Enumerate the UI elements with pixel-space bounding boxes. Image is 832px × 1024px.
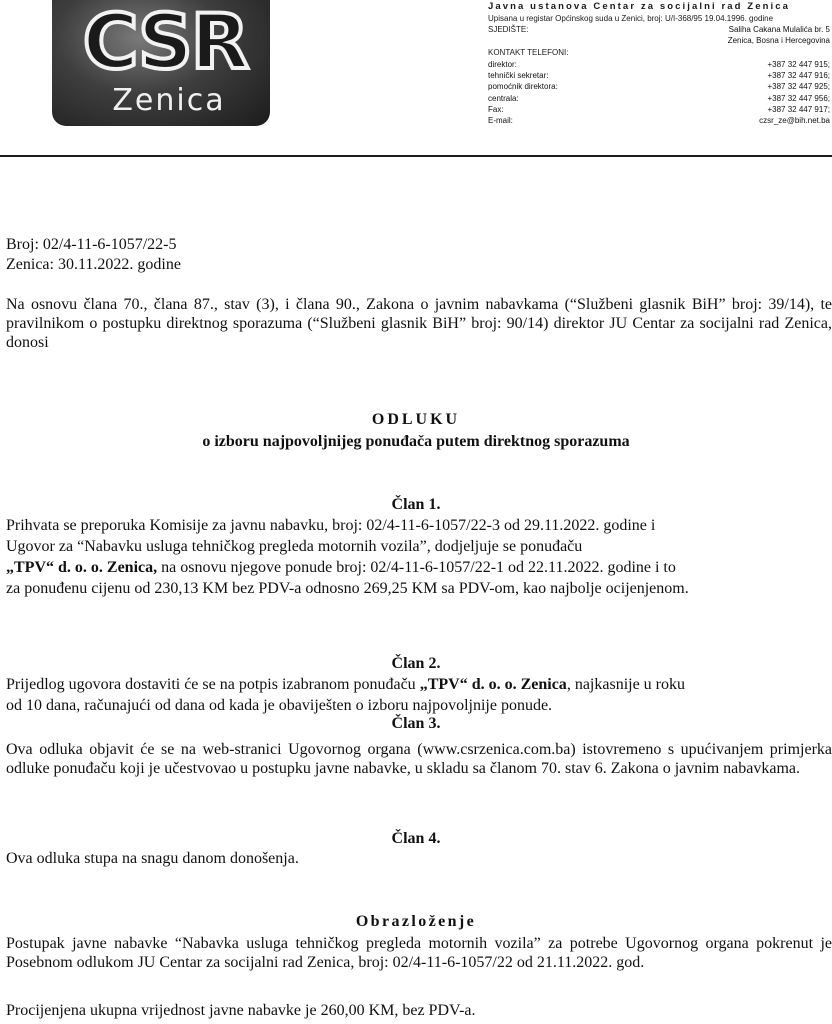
seat-city: Zenica, Bosna i Hercegovina xyxy=(727,36,830,45)
contact-value: +387 32 447 915; xyxy=(767,60,830,69)
decision-subtitle: o izboru najpovoljnijeg ponuđača putem direktnog sporazuma xyxy=(202,433,630,450)
contact-list xyxy=(488,60,830,127)
document-number: Broj: 02/4-11-6-1057/22-5 xyxy=(6,236,177,253)
article-1-heading: Član 1. xyxy=(391,496,441,513)
contact-label: E-mail: xyxy=(488,115,513,125)
article-2-text-before: Prijedlog ugovora dostaviti će se na potpis izabranom ponuđaču xyxy=(6,676,416,693)
preamble: Na osnovu člana 70., člana 87., stav (3), i člana 90., Zakona o javnim nabavkama (“Službeni glasnik BiH” broj: 39/14), te pravilnikom o postupku direktnog sporazuma (“Službeni glasnik BiH” broj: 90/14) direktor JU Centar za socijalni rad Zenica, donosi xyxy=(6,296,832,351)
selected-bidder: „TPV“ d. o. o. Zenica xyxy=(419,676,567,693)
place-date: Zenica: 30.11.2022. godine xyxy=(6,256,181,273)
reasoning-title: Obrazloženje xyxy=(355,913,477,930)
article-3-heading: Član 3. xyxy=(391,715,441,732)
institution-name: Javna ustanova Centar za socijalni rad Zenica xyxy=(488,1,790,12)
contact-row xyxy=(488,105,830,116)
article-1-line: za ponuđenu cijenu od 230,13 KM bez PDV-a odnosno 269,25 KM sa PDV-om, kao najbolje ocijenjenom. xyxy=(6,580,689,597)
registration-line: Upisana u registar Općinskog suda u Zenici, broj: U/I-368/95 19.04.1996. godine xyxy=(488,14,774,23)
seat-label: SJEDIŠTE: xyxy=(488,25,529,34)
article-2-heading: Član 2. xyxy=(391,655,441,672)
contact-value: +387 32 447 917; xyxy=(767,104,830,114)
article-1-line xyxy=(6,558,676,577)
contact-row xyxy=(488,116,830,127)
article-1-line: Prihvata se preporuka Komisije za javnu nabavku, broj: 02/4-11-6-1057/22-3 od 29.11.2022. godine i xyxy=(6,517,656,534)
contacts-title: KONTAKT TELEFONI: xyxy=(488,48,569,57)
email-value: czsr_ze@bih.net.ba xyxy=(759,115,830,125)
decision-title: ODLUKU xyxy=(371,411,461,428)
reasoning-paragraph: Postupak javne nabavke “Nabavka usluga tehničkog pregleda motornih vozila” za potrebe Ugovornog organa pokrenut je Posebnom odlukom JU Centar za socijalni rad Zenica, broj: 02/4-11-6-1057/22 od 21.11.2022. god. xyxy=(6,935,832,971)
contact-row xyxy=(488,82,830,93)
article-2-text-after: , najkasnije u roku xyxy=(566,676,686,693)
logo-city-text: Zenica xyxy=(112,83,226,118)
csr-zenica-logo xyxy=(52,0,270,126)
contact-row xyxy=(488,71,830,82)
logo-main-text: CSR xyxy=(82,0,248,86)
contact-value: +387 32 447 956; xyxy=(767,93,830,103)
contact-label: Fax: xyxy=(488,104,504,114)
contact-label: direktor: xyxy=(488,60,517,69)
contact-row xyxy=(488,94,830,105)
article-2-line: od 10 dana, računajući od dana od kada je obaviješten o izboru najpovoljnije ponude. xyxy=(6,697,553,714)
article-3-text: Ova odluka objavit će se na web-stranici Ugovornog organa (www.csrzenica.com.ba) istovremeno s upućivanjem primjerka odluke ponuđaču koji je učestvovao u postupku javne nabavke, u skladu sa članom 70. stav 6. Zakona o javnim nabavkama. xyxy=(6,741,832,777)
contact-label: pomoćnik direktora: xyxy=(488,82,558,92)
selected-bidder: „TPV“ d. o. o. Zenica, xyxy=(6,559,158,576)
contact-row xyxy=(488,60,830,71)
header-divider xyxy=(0,155,832,157)
article-1-line-text: na osnovu njegove ponude broj: 02/4-11-6-1057/22-1 od 22.11.2022. godine i to xyxy=(161,559,676,576)
article-4-heading: Član 4. xyxy=(391,830,441,847)
reasoning-paragraph: Procijenjena ukupna vrijednost javne nabavke je 260,00 KM, bez PDV-a. xyxy=(6,1002,476,1019)
contact-label: centrala: xyxy=(488,93,519,103)
article-2-line xyxy=(6,675,685,694)
seat-street: Saliha Cakana Mulalića br. 5 xyxy=(728,25,830,34)
contact-value: +387 32 447 925; xyxy=(767,82,830,92)
article-1-line: Ugovor za “Nabavku usluga tehničkog pregleda motornih vozila”, dodjeljuje se ponuđaču xyxy=(6,538,583,555)
contact-label: tehnički sekretar: xyxy=(488,71,549,81)
article-4-text: Ova odluka stupa na snagu danom donošenja. xyxy=(6,850,299,867)
contact-value: +387 32 447 916; xyxy=(767,71,830,81)
